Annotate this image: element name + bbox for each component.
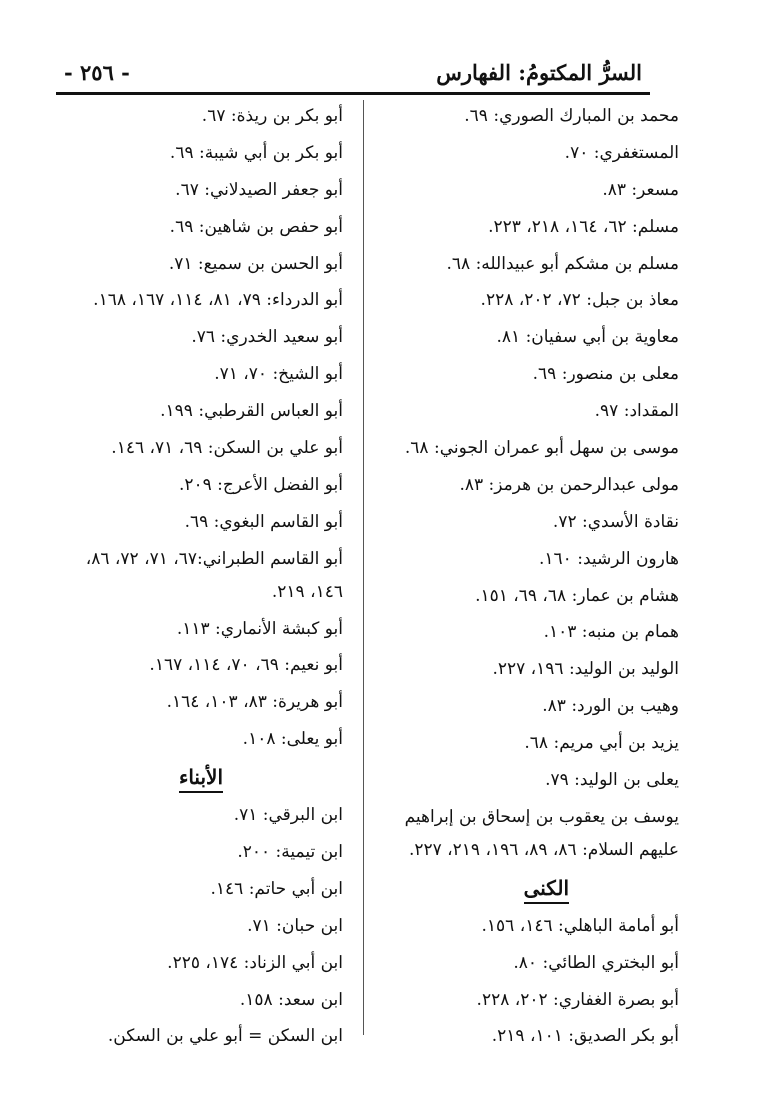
- index-entry: أبو سعيد الخدري: ٧٦.: [191, 327, 343, 348]
- index-entry: أبو يعلى: ١٠٨.: [242, 729, 343, 750]
- index-entry-wrapped-line1: يوسف بن يعقوب بن إسحاق بن إبراهيم: [404, 806, 679, 827]
- index-entry: المستغفري: ٧٠.: [564, 142, 679, 163]
- index-column-right: [383, 104, 679, 1061]
- page-header: [56, 58, 650, 92]
- index-entry: موسى بن سهل أبو عمران الجوني: ٦٨.: [404, 438, 679, 459]
- index-entry: أبو الشيخ: ٧٠، ٧١.: [214, 364, 343, 385]
- index-entry: أبو نعيم: ٦٩، ٧٠، ١١٤، ١٦٧.: [149, 655, 343, 676]
- index-entry: أبو الدرداء: ٧٩، ٨١، ١١٤، ١٦٧، ١٦٨.: [93, 290, 343, 311]
- index-entry: أبو الفضل الأعرج: ٢٠٩.: [178, 474, 343, 495]
- index-entry: مسلم: ٦٢، ١٦٤، ٢١٨، ٢٢٣.: [488, 216, 679, 237]
- index-entry: أبو علي بن السكن: ٦٩، ٧١، ١٤٦.: [111, 438, 343, 459]
- running-title: السرُّ المكتومُ: الفهارس: [436, 60, 642, 85]
- page-number: - ٢٥٦ -: [64, 60, 130, 85]
- index-entry: يعلى بن الوليد: ٧٩.: [545, 770, 679, 791]
- column-divider: [363, 100, 364, 1035]
- index-entry: المقداد: ٩٧.: [594, 401, 679, 422]
- index-entry: أبو أمامة الباهلي: ١٤٦، ١٥٦.: [481, 915, 679, 936]
- index-entry: أبو العباس القرطبي: ١٩٩.: [160, 401, 343, 422]
- index-entry: ابن تيمية: ٢٠٠.: [237, 842, 343, 863]
- index-entry: محمد بن المبارك الصوري: ٦٩.: [464, 106, 679, 126]
- index-entry: مولى عبدالرحمن بن هرمز: ٨٣.: [459, 474, 679, 495]
- index-entry: أبو القاسم البغوي: ٦٩.: [184, 511, 343, 532]
- index-entry: ابن أبي حاتم: ١٤٦.: [210, 878, 343, 899]
- index-entry: أبو كبشة الأنماري: ١١٣.: [176, 618, 343, 639]
- index-entry: أبو بكر الصديق: ١٠١، ٢١٩.: [491, 1026, 679, 1047]
- index-entry: أبو بكر بن ريذة: ٦٧.: [201, 106, 343, 126]
- index-entry: ابن السكن = أبو علي بن السكن.: [107, 1026, 343, 1047]
- index-entry: همام بن منبه: ١٠٣.: [543, 622, 679, 643]
- index-entry-wrapped-line1: أبو القاسم الطبراني:٦٧، ٧١، ٧٢، ٨٦،: [85, 548, 343, 569]
- index-entry: نقادة الأسدي: ٧٢.: [552, 511, 679, 532]
- index-entry: الوليد بن الوليد: ١٩٦، ٢٢٧.: [492, 659, 679, 680]
- section-heading-abna: الأبناء: [47, 764, 343, 793]
- index-entry: مسلم بن مشكم أبو عبيدالله: ٦٨.: [446, 253, 679, 274]
- index-entry: معاذ بن جبل: ٧٢، ٢٠٢، ٢٢٨.: [480, 290, 679, 311]
- index-entry: ابن حبان: ٧١.: [247, 915, 343, 936]
- index-entry: هارون الرشيد: ١٦٠.: [539, 548, 679, 569]
- index-entry: ابن سعد: ١٥٨.: [239, 989, 343, 1010]
- index-entry: معلى بن منصور: ٦٩.: [532, 364, 679, 385]
- index-entry-wrapped-line2: عليهم السلام: ٨٦، ٨٩، ١٩٦، ٢١٩، ٢٢٧.: [408, 839, 679, 860]
- index-entry: أبو البختري الطائي: ٨٠.: [513, 952, 679, 973]
- index-entry: أبو بصرة الغفاري: ٢٠٢، ٢٢٨.: [476, 989, 679, 1010]
- header-rule: [56, 92, 650, 95]
- index-entry: مسعر: ٨٣.: [602, 179, 679, 200]
- index-entry: ابن البرقي: ٧١.: [233, 805, 343, 826]
- index-entry: وهيب بن الورد: ٨٣.: [542, 696, 679, 717]
- index-entry: أبو الحسن بن سميع: ٧١.: [168, 253, 343, 274]
- index-entry: أبو حفص بن شاهين: ٦٩.: [169, 216, 343, 237]
- index-entry: أبو جعفر الصيدلاني: ٦٧.: [175, 179, 343, 200]
- index-entry: ابن أبي الزناد: ١٧٤، ٢٢٥.: [167, 952, 343, 973]
- index-entry: يزيد بن أبي مريم: ٦٨.: [524, 733, 679, 754]
- index-entry: هشام بن عمار: ٦٨، ٦٩، ١٥١.: [475, 585, 679, 606]
- index-entry: معاوية بن أبي سفيان: ٨١.: [496, 327, 679, 348]
- index-entry: أبو بكر بن أبي شيبة: ٦٩.: [169, 142, 343, 163]
- section-heading-kuna: الكنى: [383, 875, 679, 904]
- index-column-left: [47, 104, 343, 1061]
- index-entry-wrapped-line2: ١٤٦، ٢١٩.: [271, 581, 343, 602]
- index-entry: أبو هريرة: ٨٣، ١٠٣، ١٦٤.: [166, 692, 343, 713]
